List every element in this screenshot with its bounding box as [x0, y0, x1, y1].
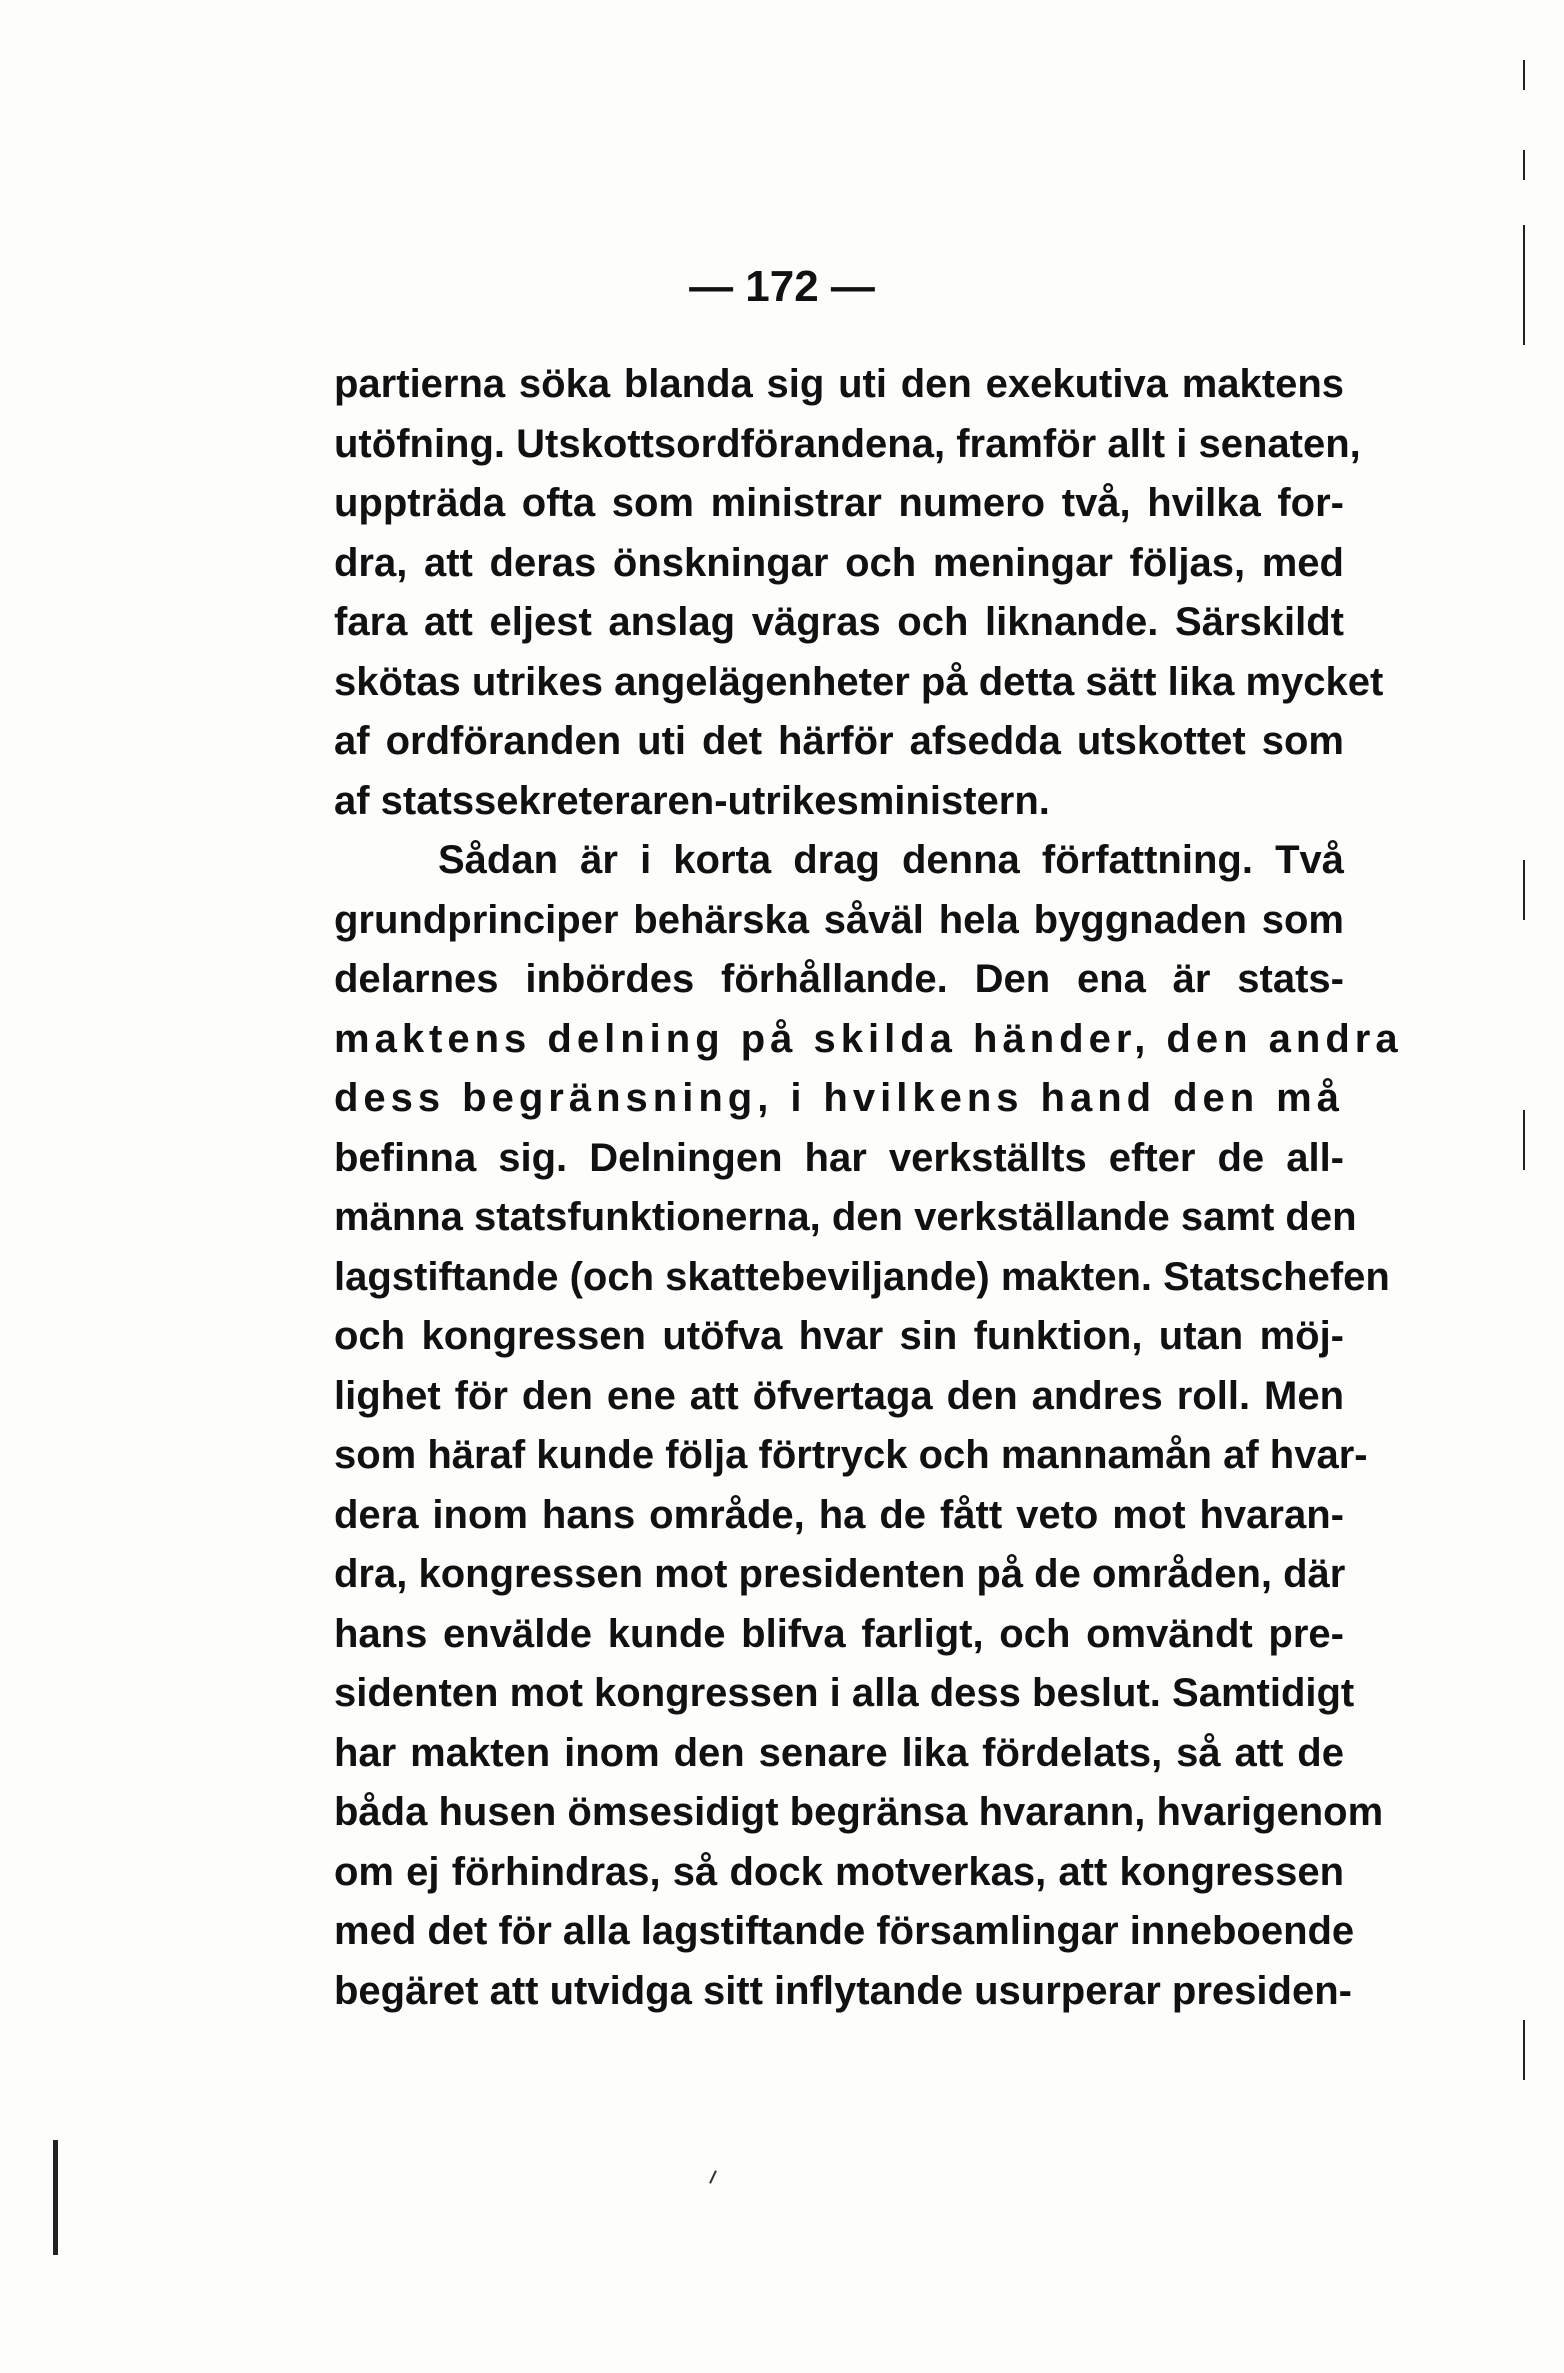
text-line: med det för alla lagstiftande församlingar inneboende	[334, 1909, 1355, 1953]
scan-edge-mark	[1523, 1110, 1525, 1170]
text-line: uppträda ofta som ministrar numero två, hvilka for-	[334, 481, 1344, 525]
text-line: Sådan är i korta drag denna författning. Två	[438, 838, 1344, 882]
text-line: partierna söka blanda sig uti den exekutiva maktens	[334, 362, 1344, 406]
text-line: och kongressen utöfva hvar sin funktion, utan möj-	[334, 1314, 1344, 1358]
text-line: begäret att utvidga sitt inflytande usurperar presiden-	[334, 1968, 1352, 2013]
stray-ink-mark	[709, 2170, 717, 2184]
text-line: dera inom hans område, ha de fått veto mot hvaran-	[334, 1492, 1344, 1537]
text-line: af ordföranden uti det härför afsedda utskottet som	[334, 719, 1344, 763]
scan-edge-mark	[1523, 860, 1525, 920]
text-line: sidenten mot kongressen i alla dess beslut. Samtidigt	[334, 1671, 1355, 1715]
text-line: båda husen ömsesidigt begränsa hvarann, hvarigenom	[334, 1790, 1384, 1834]
text-line: lighet för den ene att öfvertaga den andres roll. Men	[334, 1373, 1344, 1418]
text-line: männa statsfunktionerna, den verkställande samt den	[334, 1195, 1357, 1239]
text-line: af statssekreteraren-utrikesministern.	[334, 778, 1050, 823]
scan-edge-mark	[1523, 60, 1525, 90]
text-line: hans envälde kunde blifva farligt, och omvändt pre-	[334, 1611, 1344, 1656]
scan-edge-mark	[1523, 150, 1525, 180]
text-line: utöfning. Utskottsordförandena, framför allt i senaten,	[334, 421, 1361, 466]
text-line: befinna sig. Delningen har verkställts efter de all-	[334, 1135, 1344, 1180]
scan-edge-mark	[1523, 225, 1525, 345]
text-line: har makten inom den senare lika fördelats, så att de	[334, 1730, 1344, 1775]
page-number: — 172 —	[689, 262, 875, 311]
text-line: fara att eljest anslag vägras och liknande. Särskildt	[334, 600, 1344, 644]
text-line: dra, kongressen mot presidenten på de områden, där	[334, 1552, 1346, 1596]
text-line: skötas utrikes angelägenheter på detta sätt lika mycket	[334, 659, 1384, 704]
text-line: delarnes inbördes förhållande. Den ena är stats-	[334, 957, 1344, 1001]
text-line: om ej förhindras, så dock motverkas, att kongressen	[334, 1849, 1344, 1894]
text-line: dra, att deras önskningar och meningar följas, med	[334, 540, 1344, 585]
scan-edge-mark	[1523, 2020, 1525, 2080]
text-line: grundprinciper behärska såväl hela byggnaden som	[334, 897, 1344, 942]
scan-edge-mark	[53, 2140, 58, 2255]
text-line: dess begränsning, i hvilkens hand den må	[334, 1076, 1344, 1120]
text-line: maktens delning på skilda händer, den andra	[334, 1016, 1403, 1061]
body-text	[334, 355, 1403, 2021]
text-line: som häraf kunde följa förtryck och mannamån af hvar-	[334, 1433, 1368, 1477]
text-line: lagstiftande (och skattebeviljande) makten. Statschefen	[334, 1254, 1390, 1299]
